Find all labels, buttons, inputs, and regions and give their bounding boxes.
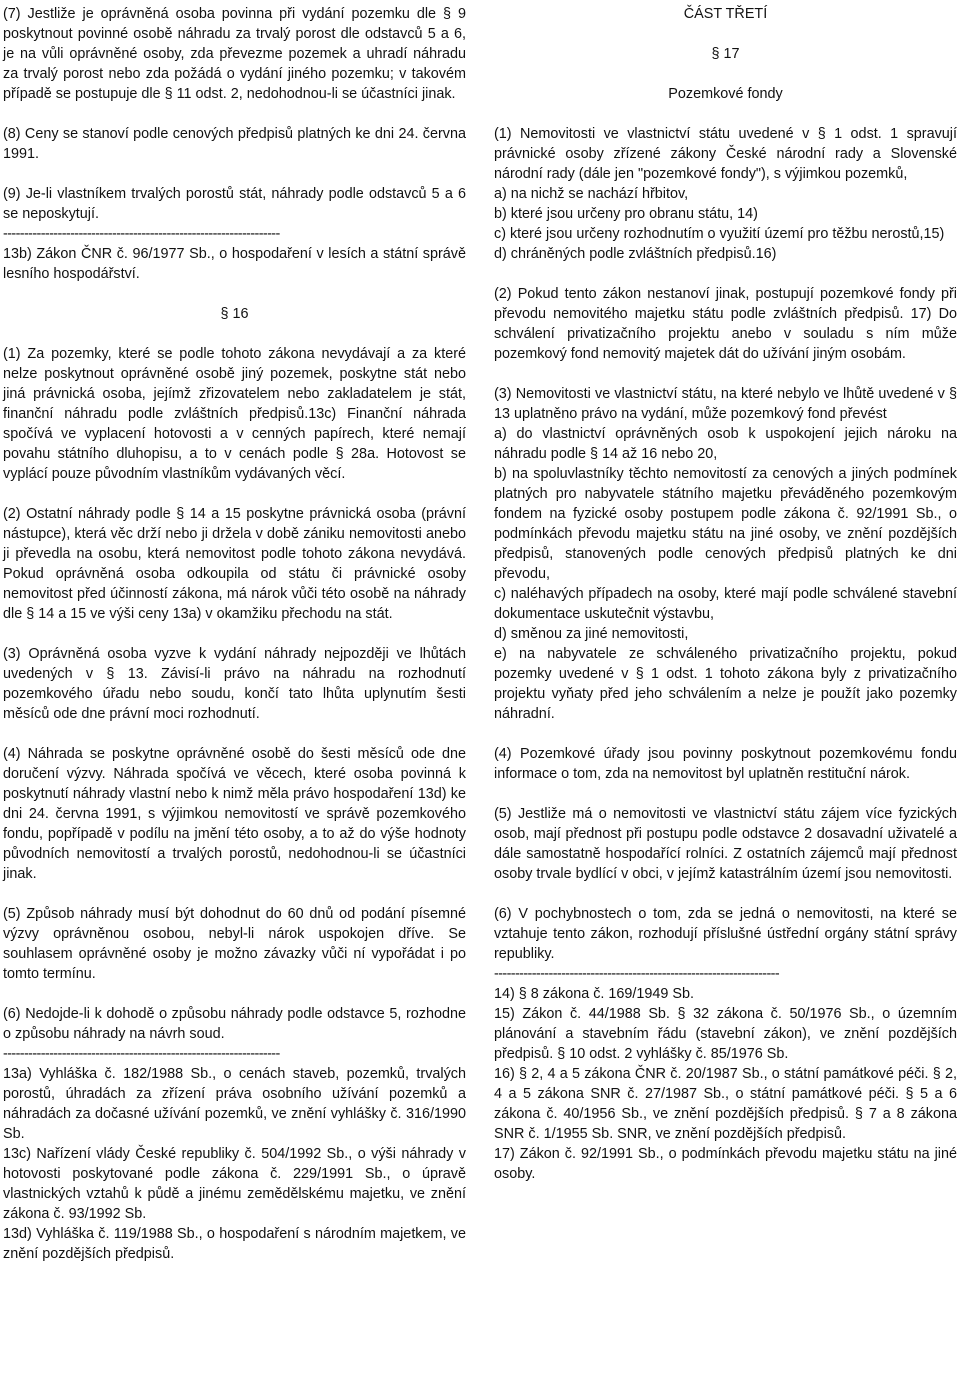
section-16-heading: § 16 [220, 306, 249, 322]
paragraph-16-4: (4) Náhrada se poskytne oprávněné osobě do šesti měsíců ode dne doručení výzvy. Náhrada spočívá ve věcech, které osoba povinná k poskytnutí náhrady vlastní nebo k nimž měla právo hospodaření 13d) ke dni 24. června 1991, s výjimkou nemovitostí ve správě pozemkového fondu, popřípadě v podílu na jmění této osoby, a to až do výše hodnoty původních nemovitostí a trvalých porostů, nedohodnou-li se účastníci jinak. [3, 746, 466, 882]
paragraph-17-4: (4) Pozemkové úřady jsou povinny poskytnout pozemkovému fondu informace o tom, zda na nemovitost byl uplatněn restituční nárok. [494, 746, 957, 782]
footnote-separator: ------------------------------------------------------------------ [3, 226, 280, 242]
footnote-13c: 13c) Nařízení vlády České republiky č. 504/1992 Sb., o výši náhrady v hotovosti poskytované podle zákona č. 229/1991 Sb., o úpravě vlastnických vztahů k půdě a jinému zemědělskému majetku, ve znění zákona č. 93/1992 Sb. [3, 1146, 466, 1222]
paragraph-17-5: (5) Jestliže má o nemovitosti ve vlastnictví státu zájem více fyzických osob, mají přednost při postupu podle odstavce 2 dosavadní uživatelé a dále samostatně hospodařící rolníci. Z ostatních zájemců mají přednost osoby trvale bydlící v obci, v jejímž katastrálním území jsou nemovitosti. [494, 806, 957, 882]
list-item-17-3-d: d) směnou za jiné nemovitosti, [494, 626, 689, 642]
section-17-title: Pozemkové fondy [668, 86, 783, 102]
list-item-17-1-b: b) které jsou určeny pro obranu státu, 14) [494, 206, 758, 222]
list-item-17-3-b: b) na spoluvlastníky těchto nemovitostí za cenových a jiných podmínek platných pro nabyvatele státního majetku převáděného pozemkovým fondem na fyzické osoby postupem podle zákona č. 92/1991 Sb., o podmínkách převodu majetku státu na jiné osoby, ve znění pozdějších předpisů, stanovených podle cenových předpisů platných ke dni převodu, [494, 466, 957, 582]
footnote-17: 17) Zákon č. 92/1991 Sb., o podmínkách převodu majetku státu na jiné osoby. [494, 1146, 957, 1182]
footnote-separator: ------------------------------------------------------------------ [3, 1046, 280, 1062]
paragraph-17-3: (3) Nemovitosti ve vlastnictví státu, na které nebylo ve lhůtě uvedené v § 13 uplatněno právo na vydání, může pozemkový fond převést [494, 386, 957, 422]
paragraph-15-7: (7) Jestliže je oprávněná osoba povinna při vydání pozemku dle § 9 poskytnout povinné osobě náhradu za trvalý porost dle odstavců 5 a 6, je na vůli oprávněné osoby, zda převezme pozemek a uhradí náhradu za trvalý porost nebo zda požádá o vydání jiného pozemku; v takovém případě se postupuje dle § 11 odst. 2, nedohodnou-li se účastníci jinak. [3, 6, 466, 102]
paragraph-16-6: (6) Nedojde-li k dohodě o způsobu náhrady podle odstavce 5, rozhodne o způsobu náhrady na návrh soud. [3, 1006, 466, 1042]
paragraph-16-1: (1) Za pozemky, které se podle tohoto zákona nevydávají a za které nelze poskytnout oprávněné osobě jiný pozemek, poskytne stát nebo jiná právnická osoba, jejímž zřizovatelem nebo zakladatelem je stát, finanční náhradu podle zvláštních předpisů.13c) Finanční náhrada spočívá ve vyplacení hotovosti a v cenných papírech, které nemají povahu státního dluhopisu, a to v cenách podle § 28a. Hotovost se vyplácí pouze původním vlastníkům vydávaných věcí. [3, 346, 466, 482]
paragraph-16-2: (2) Ostatní náhrady podle § 14 a 15 poskytne právnická osoba (právní nástupce), která věc drží nebo ji držela v době zániku nemovitosti anebo ji převedla na osobu, která nemovitost podle tohoto zákona nevydává. Pokud oprávněná osoba odkoupila od státu či právnické osoby nemovitost před účinností zákona, má nárok vůči této osobě na náhrady dle § 14 a 15 ve výši ceny 13a) v okamžiku přechodu na stát. [3, 506, 466, 622]
section-17-heading: § 17 [711, 46, 740, 62]
list-item-17-3-e: e) na nabyvatele ze schváleného privatizačního projektu, pokud pozemky uvedené v § 1 odst. 1 tohoto zákona byly z privatizačního projektu vyňaty před jeho schválením a nelze je použít jako pozemky náhradní. [494, 646, 957, 722]
list-item-17-1-a: a) na nichž se nachází hřbitov, [494, 186, 689, 202]
footnote-16: 16) § 2, 4 a 5 zákona ČNR č. 20/1987 Sb., o státní památkové péči. § 2, 4 a 5 zákona SNR č. 27/1987 Sb., o státní památkové péči. § 5 a 6 zákona č. 40/1956 Sb., ve znění pozdějších předpisů. § 7 a 8 zákona SNR č. 1/1955 Sb. SNR, ve znění pozdějších předpisů. [494, 1066, 957, 1142]
footnote-separator: -------------------------------------------------------------------- [494, 966, 780, 982]
list-item-17-3-c: c) naléhavých případech na osoby, které mají podle schválené stavební dokumentace uskutečnit výstavbu, [494, 586, 957, 622]
list-item-17-3-a: a) do vlastnictví oprávněných osob k uspokojení jejich nároku na náhradu podle § 14 až 16 nebo 20, [494, 426, 957, 462]
paragraph-15-9: (9) Je-li vlastníkem trvalých porostů stát, náhrady podle odstavců 5 a 6 se neposkytují. [3, 186, 466, 222]
paragraph-16-3: (3) Oprávněná osoba vyzve k vydání náhrady nejpozději ve lhůtách uvedených v § 13. Závisí-li právo na náhradu na rozhodnutí pozemkového úřadu nebo soudu, končí tato lhůta uplynutím šesti měsíců ode dne právní moci rozhodnutí. [3, 646, 466, 722]
paragraph-15-8: (8) Ceny se stanoví podle cenových předpisů platných ke dni 24. června 1991. [3, 126, 466, 162]
footnote-13b: 13b) Zákon ČNR č. 96/1977 Sb., o hospodaření v lesích a státní správě lesního hospodářství. [3, 246, 466, 282]
footnote-13d: 13d) Vyhláška č. 119/1988 Sb., o hospodaření s národním majetkem, ve znění pozdějších předpisů. [3, 1226, 466, 1262]
footnote-13a: 13a) Vyhláška č. 182/1988 Sb., o cenách staveb, pozemků, trvalých porostů, úhradách za zřízení práva osobního užívání pozemků a náhradách za dočasné užívání pozemků, ve znění vyhlášky č. 316/1990 Sb. [3, 1066, 466, 1142]
list-item-17-1-c: c) které jsou určeny rozhodnutím o využití území pro těžbu nerostů,15) [494, 226, 945, 242]
footnote-14: 14) § 8 zákona č. 169/1949 Sb. [494, 986, 695, 1002]
paragraph-16-5: (5) Způsob náhrady musí být dohodnut do 60 dnů od podání písemné výzvy oprávněnou osobou, nebyl-li nárok uspokojen dříve. Se souhlasem oprávněné osoby je možno závazky vůči ní vypořádat i po tomto termínu. [3, 906, 466, 982]
paragraph-17-2: (2) Pokud tento zákon nestanoví jinak, postupují pozemkové fondy při převodu nemovitého majetku státu podle zvláštních předpisů. 17) Do schválení privatizačního projektu anebo v souladu s ním může pozemkový fond nemovitý majetek dát do užívání jiným osobám. [494, 286, 957, 362]
list-item-17-1-d: d) chráněných podle zvláštních předpisů.16) [494, 246, 777, 262]
paragraph-17-6: (6) V pochybnostech o tom, zda se jedná o nemovitosti, na které se vztahuje tento zákon, rozhodují příslušné ústřední orgány státní správy republiky. [494, 906, 957, 962]
paragraph-17-1: (1) Nemovitosti ve vlastnictví státu uvedené v § 1 odst. 1 spravují právnické osoby zřízené zákony České národní rady a Slovenské národní rady (dále jen "pozemkové fondy"), s výjimkou pozemků, [494, 126, 957, 182]
right-column [494, 4, 957, 1184]
footnote-15: 15) Zákon č. 44/1988 Sb. § 32 zákona č. 50/1976 Sb., o územním plánování a stavebním řádu (stavební zákon), ve znění pozdějších předpisů. § 10 odst. 2 vyhlášky č. 85/1976 Sb. [494, 1006, 957, 1062]
part-heading: ČÁST TŘETÍ [683, 6, 768, 22]
left-column [3, 4, 466, 1264]
